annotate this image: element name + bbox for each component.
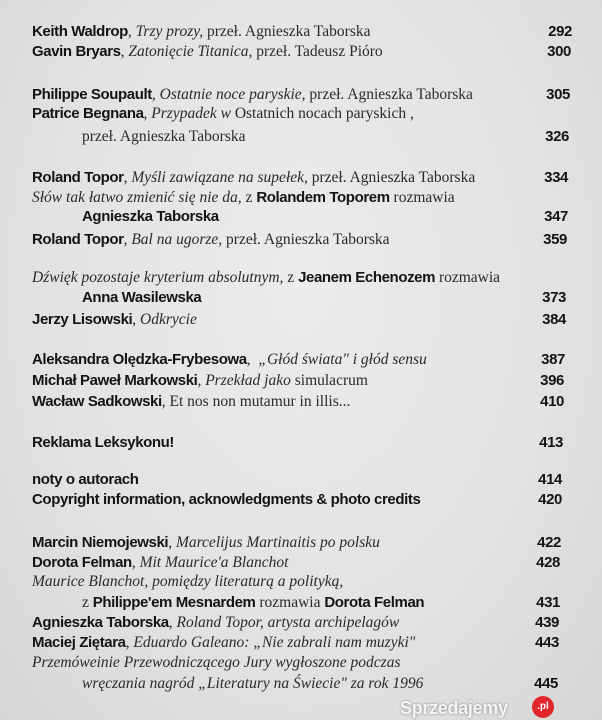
entry-title: Maurice Blanchot, pomiędzy literaturą a polityką, <box>32 573 344 590</box>
toc-entry <box>32 553 288 573</box>
toc-entry <box>82 674 423 694</box>
entry-author: Agnieszka Taborska <box>82 208 219 225</box>
entry-text: , <box>120 43 129 60</box>
page-number: 305 <box>546 86 570 103</box>
entry-text: , <box>125 634 134 651</box>
entry-author: Michał Paweł Markowski <box>32 372 198 389</box>
entry-title: Roland Topor, artysta archipelagów <box>176 614 400 631</box>
entry-text: , <box>123 169 132 186</box>
toc-entry <box>32 22 371 42</box>
page-number: 334 <box>544 169 568 186</box>
entry-author: Marcin Niemojewski <box>32 534 169 551</box>
toc-entry <box>82 207 219 227</box>
entry-text: przeł. Agnieszka Taborska <box>203 23 371 40</box>
entry-title: Odkrycie <box>140 311 197 328</box>
entry-author: Agnieszka Taborska <box>32 614 169 631</box>
entry-title: Przemóweinie Przewodniczącego Jury wygłoszone podczas <box>32 654 401 671</box>
toc-entry <box>82 288 201 308</box>
entry-text: simulacrum <box>290 372 368 389</box>
entry-title: Marcelijus Martinaitis po polsku <box>175 534 380 551</box>
toc-entry <box>32 310 197 330</box>
page-number: 422 <box>537 534 561 551</box>
toc-entry <box>32 85 473 105</box>
entry-text: , <box>168 614 177 631</box>
page-number: 414 <box>538 471 562 488</box>
entry-author: Gavin Bryars <box>32 43 121 60</box>
entry-text: , <box>168 534 176 551</box>
entry-title: Dźwięk pozostaje kryterium absolutnym, <box>32 269 284 286</box>
page-number: 439 <box>535 614 559 631</box>
entry-author: Rolandem Toporem <box>256 189 390 206</box>
entry-text: , przeł. Agnieszka Taborska <box>301 86 473 103</box>
page-number: 387 <box>541 351 565 368</box>
entry-author: Copyright information, acknowledgments & photo credits <box>32 491 421 508</box>
entry-title: Myśli zawiązane na supełek, <box>131 169 308 186</box>
toc-entry <box>32 350 427 370</box>
toc-entry <box>32 392 350 412</box>
entry-text: , Et nos non mutamur in illis... <box>161 393 351 410</box>
entry-author: Roland Topor <box>32 169 124 186</box>
entry-author: Reklama Leksykonu! <box>32 434 175 451</box>
page-number: 347 <box>544 208 568 225</box>
page-number: 431 <box>536 594 560 611</box>
entry-text: z <box>283 269 299 286</box>
toc-entry <box>32 633 415 653</box>
entry-author: Keith Waldrop <box>32 23 128 40</box>
toc-entry <box>32 572 343 592</box>
page-number: 326 <box>545 128 569 145</box>
entry-text: , przeł. Agnieszka Taborska <box>218 231 390 248</box>
entry-title: Przekład jako <box>205 372 291 389</box>
entry-text: rozmawia <box>435 269 501 286</box>
page-number: 410 <box>540 393 564 410</box>
page-number: 443 <box>535 634 559 651</box>
entry-author: Wacław Sadkowski <box>32 393 162 410</box>
entry-title: Trzy prozy, <box>135 23 204 40</box>
toc-entry <box>82 593 424 613</box>
entry-text: , <box>132 311 141 328</box>
page-number: 396 <box>540 372 564 389</box>
page-number: 413 <box>539 434 563 451</box>
toc-entry <box>32 613 399 633</box>
entry-text: , <box>246 351 259 368</box>
entry-author: Patrice Begnana <box>32 105 144 122</box>
toc-entry <box>32 490 420 510</box>
toc-entry <box>32 168 475 188</box>
entry-author: Dorota Felman <box>32 554 132 571</box>
page-number: 359 <box>543 231 567 248</box>
entry-title: wręczania nagród „Literatury na Świecie" za rok 1996 <box>82 675 424 692</box>
entry-title: Mit Maurice'a Blanchot <box>139 554 289 571</box>
entry-text: przeł. Tadeusz Pióro <box>252 43 383 60</box>
page-number: 373 <box>542 289 566 306</box>
entry-text: z <box>241 189 257 206</box>
page-number: 420 <box>538 491 562 508</box>
entry-text: Ostatnich nocach paryskich , <box>230 105 414 122</box>
toc-entry <box>32 433 174 453</box>
entry-text: , <box>197 372 206 389</box>
toc-entry <box>32 371 368 391</box>
toc-entry <box>32 470 139 490</box>
entry-title: „Głód świata" i głód sensu <box>258 351 427 368</box>
entry-title: Słów tak łatwo zmienić się nie da, <box>32 189 242 206</box>
entry-author: Aleksandra Olędzka-Frybesowa <box>32 351 247 368</box>
toc-entry <box>82 127 245 147</box>
entry-title: Ostatnie noce paryskie <box>159 86 302 103</box>
page-number: 300 <box>547 43 571 60</box>
toc-entry <box>32 42 383 62</box>
entry-author: Jerzy Lisowski <box>32 311 133 328</box>
watermark-logo: Sprzedajemy <box>400 698 508 718</box>
entry-author: noty o autorach <box>32 471 139 488</box>
watermark-badge: .pl <box>532 696 554 718</box>
entry-text: , <box>127 23 136 40</box>
toc-entry <box>32 230 390 250</box>
page-number: 428 <box>536 554 560 571</box>
page-number: 292 <box>548 23 572 40</box>
entry-title: Bal na ugorze <box>131 231 219 248</box>
entry-text: , <box>131 554 140 571</box>
page-number: 445 <box>534 675 558 692</box>
entry-text: przeł. Agnieszka Taborska <box>307 169 476 186</box>
entry-author: Maciej Ziętara <box>32 634 126 651</box>
entry-author: Anna Wasilewska <box>82 289 202 306</box>
entry-text: rozmawia <box>389 189 455 206</box>
entry-author: Dorota Felman <box>324 594 425 611</box>
toc-entry <box>32 188 455 208</box>
entry-author: Philippe Soupault <box>32 86 152 103</box>
toc-entry <box>32 653 401 673</box>
entry-text: z <box>82 594 93 611</box>
entry-text: , <box>123 231 132 248</box>
entry-title: Eduardo Galeano: „Nie zabrali nam muzyki" <box>133 634 416 651</box>
page-number: 384 <box>542 311 566 328</box>
entry-author: Roland Topor <box>32 231 124 248</box>
entry-author: Philippe'em Mesnardem <box>92 594 256 611</box>
entry-author: Jeanem Echenozem <box>298 269 436 286</box>
entry-text: przeł. Agnieszka Taborska <box>82 128 246 145</box>
entry-title: Przypadek w <box>151 105 231 122</box>
entry-title: Zatonięcie Titanica, <box>128 43 253 60</box>
toc-entry <box>32 533 380 553</box>
toc-entry <box>32 104 414 124</box>
entry-text: , <box>143 105 152 122</box>
entry-text: rozmawia <box>255 594 325 611</box>
entry-text: , <box>151 86 160 103</box>
toc-entry <box>32 268 500 288</box>
